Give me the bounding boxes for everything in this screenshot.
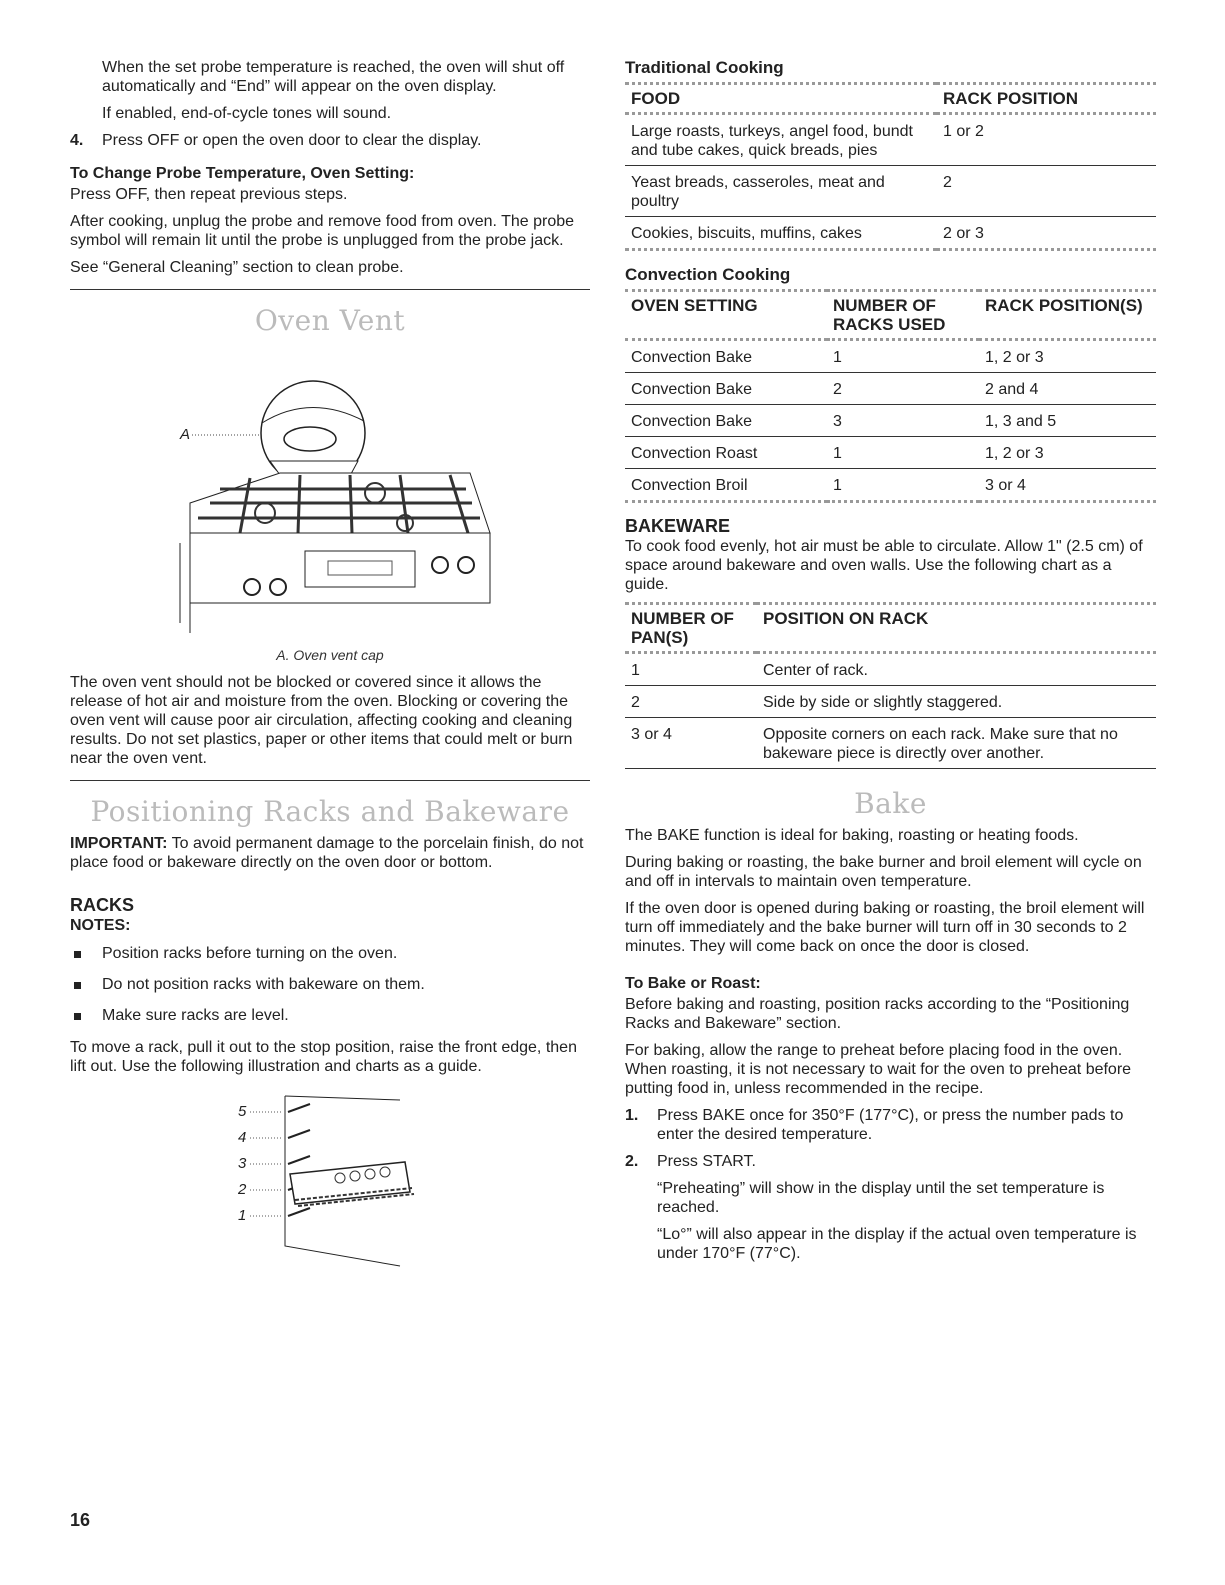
step-2 [625,1152,1156,1171]
after-cooking-text: After cooking, unplug the probe and remove food from oven. The probe symbol will remain lit until the probe is unplugged from the probe jack. [70,213,575,249]
change-probe-text: Press OFF, then repeat previous steps. [70,186,348,203]
bake-roast-heading: To Bake or Roast: [625,975,761,992]
bake-roast-paragraph: For baking, allow the range to preheat before placing food in the oven. When roasting, it is not necessary to wait for the oven to preheat before putting food in, unless recommended in the recipe. [625,1042,1132,1097]
bake-paragraph: If the oven door is opened during baking or roasting, the broil element will turn off immediately and the bake burner will turn off in 30 seconds to 2 minutes. They will come back on once the door is closed. [625,900,1145,955]
important-text: To avoid permanent damage to the porcelain finish, do not place food or bakeware directly on the oven door or bottom. [70,835,584,871]
table-header-row [625,291,1156,340]
table-cell: Yeast breads, casseroles, meat and poultry [625,166,937,217]
table-cell: 2 and 4 [979,373,1156,405]
table-cell: 2 [625,686,757,718]
table-cell: Cookies, biscuits, muffins, cakes [625,217,937,250]
table-cell: 1 [827,340,979,373]
table-cell: 3 or 4 [979,469,1156,502]
bakeware-heading: BAKEWARE [625,516,731,536]
notes-list [70,945,590,1025]
figure-caption: A. Oven vent cap [276,647,384,663]
table-cell: Convection Bake [625,405,827,437]
step-1 [625,1106,1156,1144]
list-item: Make sure racks are level. [70,1007,590,1025]
important-label: IMPORTANT: [70,835,168,852]
step-text: Press OFF or open the oven door to clear the display. [102,132,482,149]
notes-heading: NOTES: [70,917,131,934]
rack-label-2: 2 [238,1181,247,1198]
table-cell: 1 [625,653,757,686]
change-probe-heading: To Change Probe Temperature, Oven Setting: [70,165,415,182]
table-cell: Opposite corners on each rack. Make sure that no bakeware piece is directly over another. [757,718,1156,769]
table-cell: 1, 3 and 5 [979,405,1156,437]
bakeware-paragraph: To cook food evenly, hot air must be able to circulate. Allow 1" (2.5 cm) of space around bakeware and oven walls. Use the following chart as a guide. [625,538,1143,593]
probe-tones: If enabled, end-of-cycle tones will sound. [102,105,392,122]
table-cell: Center of rack. [757,653,1156,686]
table-cell: Convection Broil [625,469,827,502]
important-note [70,834,590,872]
table-row [625,437,1156,469]
table-row [625,114,1156,166]
table-cell: 3 [827,405,979,437]
left-column [70,58,590,1276]
page-number: 16 [70,1510,91,1530]
step-text: Press BAKE once for 350°F (177°C), or press the number pads to enter the desired temperature. [657,1107,1124,1143]
step-number: 2. [625,1153,639,1170]
bake-paragraph: The BAKE function is ideal for baking, roasting or heating foods. [625,827,1079,844]
table-cell: Convection Roast [625,437,827,469]
convection-cooking-title: Convection Cooking [625,265,791,284]
step-number: 4. [70,132,84,149]
bake-title: Bake [854,787,927,820]
bake-paragraph: During baking or roasting, the bake burner and broil element will cycle on and off in intervals to maintain oven temperature. [625,854,1142,890]
table-row [625,686,1156,718]
table-cell: 2 or 3 [937,217,1156,250]
move-rack-paragraph: To move a rack, pull it out to the stop position, raise the front edge, then lift out. Use the following illustration and charts as a guide. [70,1039,577,1075]
table-row [625,405,1156,437]
rack-positions-illustration [230,1086,430,1276]
step-text: Press START. [657,1153,756,1170]
column-header: NUMBER OF RACKS USED [827,291,979,340]
rack-label-4: 4 [238,1129,247,1146]
table-header-row [625,84,1156,114]
bakeware-table [625,602,1156,769]
bake-roast-paragraph: Before baking and roasting, position racks according to the “Positioning Racks and Bakeware” section. [625,996,1130,1032]
table-cell: Convection Bake [625,340,827,373]
column-header: RACK POSITION(S) [979,291,1156,340]
traditional-cooking-title: Traditional Cooking [625,58,784,77]
table-cell: 2 [827,373,979,405]
probe-paragraph: When the set probe temperature is reached, the oven will shut off automatically and “End” will appear on the oven display. [102,59,565,95]
vent-callout-label: A [180,426,191,443]
traditional-cooking-table [625,82,1156,251]
section-divider [70,289,590,290]
oven-vent-illustration [150,343,510,643]
lo-note: “Lo°” will also appear in the display if the actual oven temperature is under 170°F (77°C). [657,1226,1137,1262]
table-cell: 2 [937,166,1156,217]
preheating-note: “Preheating” will show in the display until the set temperature is reached. [657,1180,1105,1216]
right-column [625,58,1156,1271]
table-header-row [625,604,1156,653]
list-item: Do not position racks with bakeware on them. [70,976,590,994]
table-cell: 1 or 2 [937,114,1156,166]
table-cell: Large roasts, turkeys, angel food, bundt and tube cakes, quick breads, pies [625,114,937,166]
table-cell: Convection Bake [625,373,827,405]
table-cell: 3 or 4 [625,718,757,769]
table-row [625,217,1156,250]
table-cell: 1, 2 or 3 [979,340,1156,373]
list-item: Position racks before turning on the oven. [70,945,590,963]
rack-label-3: 3 [238,1155,247,1172]
positioning-racks-title: Positioning Racks and Bakeware [90,795,570,828]
racks-heading: RACKS [70,895,135,915]
section-divider [70,780,590,781]
step-number: 1. [625,1107,639,1124]
table-cell: 1 [827,469,979,502]
oven-vent-paragraph: The oven vent should not be blocked or covered since it allows the release of hot air and moisture from the oven. Blocking or covering the oven vent will cause poor air circulation, affecting cooking and cleaning results. Do not set plastics, paper or other items that could melt or burn near the oven vent. [70,674,573,767]
table-cell: 1 [827,437,979,469]
rack-label-1: 1 [238,1207,247,1224]
oven-vent-title: Oven Vent [254,304,406,337]
column-header: POSITION ON RACK [757,604,1156,653]
convection-cooking-table [625,289,1156,503]
table-cell: 1, 2 or 3 [979,437,1156,469]
cleaning-ref-text: See “General Cleaning” section to clean probe. [70,259,404,276]
column-header: OVEN SETTING [625,291,827,340]
column-header: RACK POSITION [937,84,1156,114]
table-row [625,373,1156,405]
table-row [625,718,1156,769]
table-row [625,166,1156,217]
step-4 [70,131,590,150]
column-header: NUMBER OF PAN(S) [625,604,757,653]
table-row [625,340,1156,373]
table-row [625,469,1156,502]
table-row [625,653,1156,686]
rack-label-5: 5 [238,1103,247,1120]
table-cell: Side by side or slightly staggered. [757,686,1156,718]
column-header: FOOD [625,84,937,114]
